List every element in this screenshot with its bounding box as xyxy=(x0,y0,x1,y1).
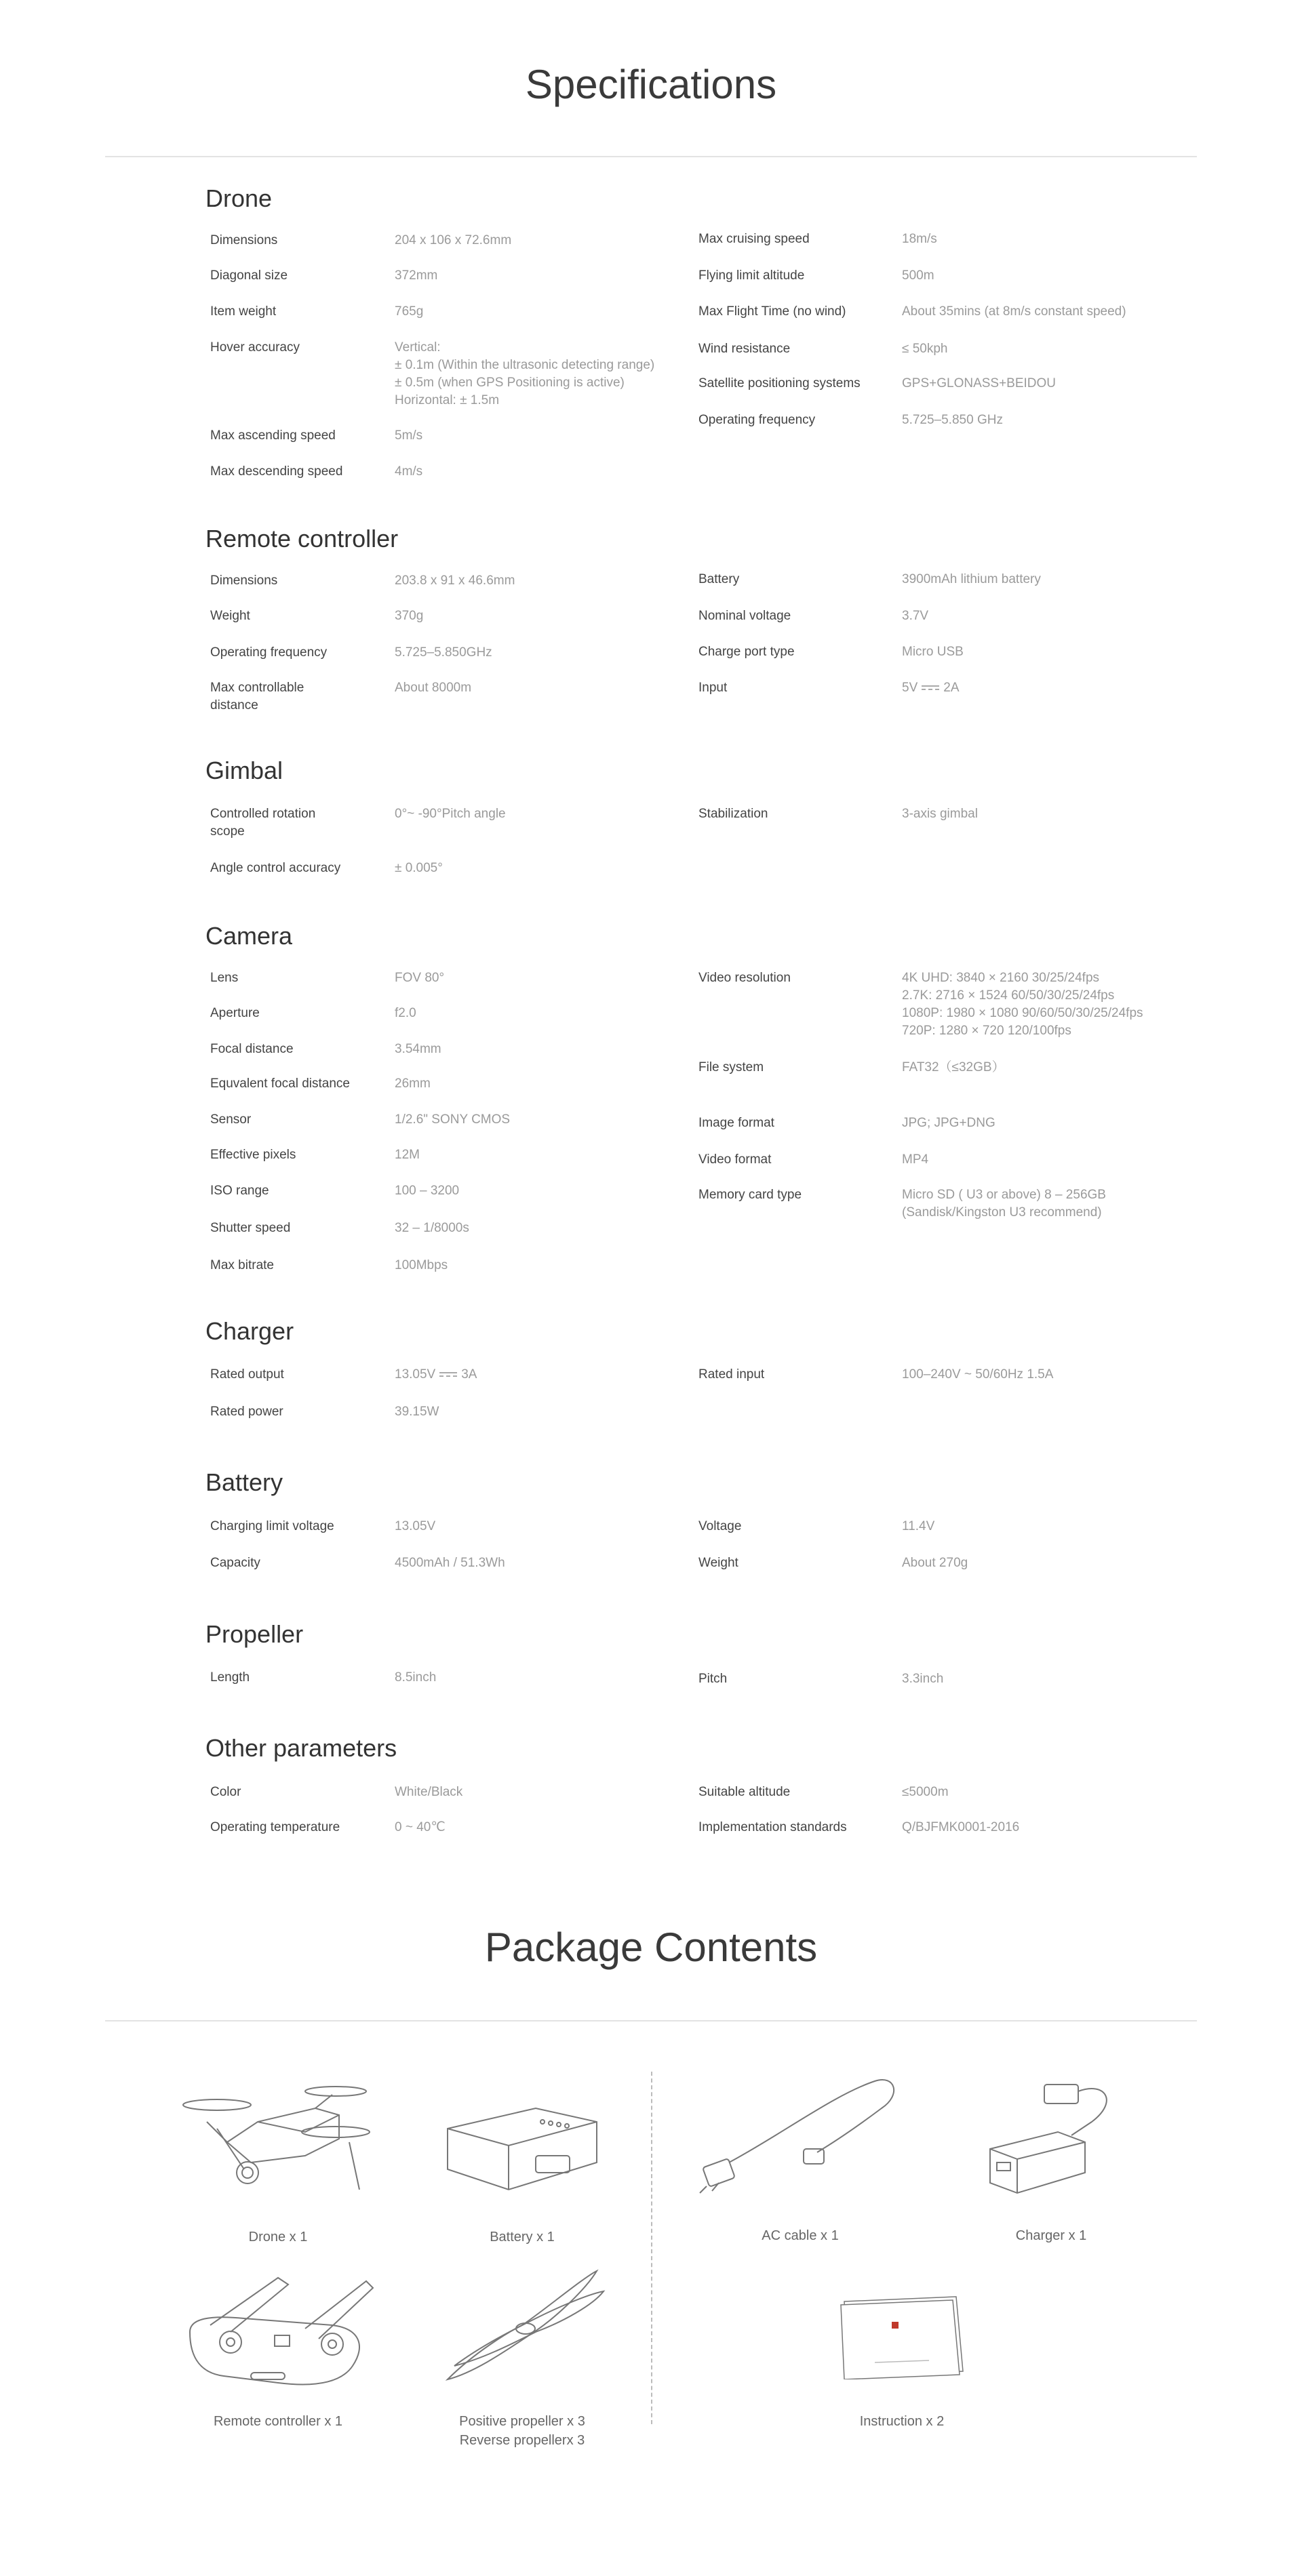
section-title: Camera xyxy=(205,922,293,950)
spec-label: Memory card type xyxy=(698,1188,802,1202)
spec-value: f2.0 xyxy=(395,1006,416,1020)
spec-label: Focal distance xyxy=(210,1042,294,1056)
spec-value: ≤5000m xyxy=(902,1785,949,1799)
spec-label: Controlled rotation scope xyxy=(210,807,316,839)
section-title: Gimbal xyxy=(205,757,283,784)
spec-value: GPS+GLONASS+BEIDOU xyxy=(902,376,1057,390)
spec-value: 39.15W xyxy=(395,1405,439,1419)
spec-value: Micro USB xyxy=(902,645,964,659)
spec-value: 500m xyxy=(902,268,934,283)
spec-label: Max descending speed xyxy=(210,464,343,479)
spec-value: Micro SD ( U3 or above) 8 – 256GB (Sandisk/Kingston U3 recommend) xyxy=(902,1188,1106,1220)
dc-symbol-icon xyxy=(922,685,939,691)
spec-value: 3.7V xyxy=(902,609,929,623)
spec-value: FOV 80° xyxy=(395,971,445,985)
spec-value: 3900mAh lithium battery xyxy=(902,572,1041,586)
instruction-manual-icon xyxy=(834,2291,970,2379)
spec-label: Weight xyxy=(698,1556,738,1570)
spec-value: White/Black xyxy=(395,1785,463,1799)
spec-label: Effective pixels xyxy=(210,1148,296,1162)
package-caption: Drone x 1 xyxy=(248,2230,308,2245)
package-caption: Positive propeller x 3 Reverse propellerx 3 xyxy=(459,2414,585,2448)
spec-label: Image format xyxy=(698,1116,774,1130)
spec-label: File system xyxy=(698,1060,764,1074)
spec-value: 3.3inch xyxy=(902,1672,944,1686)
spec-label: Video format xyxy=(698,1152,772,1167)
spec-value: 203.8 x 91 x 46.6mm xyxy=(395,573,515,588)
spec-value: 0 ~ 40℃ xyxy=(395,1820,446,1834)
spec-value: 11.4V xyxy=(902,1519,935,1533)
spec-label: Weight xyxy=(210,609,250,623)
spec-label: Shutter speed xyxy=(210,1221,291,1235)
spec-value: 5m/s xyxy=(395,428,423,443)
package-column-divider xyxy=(651,2072,652,2424)
spec-value: 765g xyxy=(395,304,424,319)
output-voltage: 13.05V xyxy=(395,1367,436,1382)
spec-value: 26mm xyxy=(395,1076,431,1091)
spec-label: Rated power xyxy=(210,1405,283,1419)
spec-label: Voltage xyxy=(698,1519,742,1533)
spec-label: Equvalent focal distance xyxy=(210,1076,350,1091)
spec-label: Hover accuracy xyxy=(210,340,300,355)
spec-label: Max bitrate xyxy=(210,1258,274,1272)
spec-value: FAT32（≤32GB） xyxy=(902,1060,1005,1074)
dc-symbol-icon xyxy=(439,1371,457,1377)
spec-value: About 35mins (at 8m/s constant speed) xyxy=(902,304,1126,319)
spec-value: 12M xyxy=(395,1148,420,1162)
page-title: Specifications xyxy=(525,62,777,107)
section-title: Other parameters xyxy=(205,1734,397,1762)
section-title: Drone xyxy=(205,184,273,212)
spec-label: Satellite positioning systems xyxy=(698,376,861,390)
spec-label: Max controllable distance xyxy=(210,681,304,712)
package-divider xyxy=(105,2020,1197,2021)
spec-value: 32 – 1/8000s xyxy=(395,1221,469,1235)
drone-icon xyxy=(170,2068,387,2203)
battery-icon xyxy=(434,2081,610,2203)
spec-value: 5.725–5.850GHz xyxy=(395,645,492,660)
spec-label: Rated output xyxy=(210,1367,284,1382)
spec-value: Vertical: ± 0.1m (Within the ultrasonic detecting range) ± 0.5m (when GPS Positioning is active) Horizontal: ± 1.5m xyxy=(395,340,655,407)
spec-label: Operating frequency xyxy=(698,413,816,427)
spec-label: Dimensions xyxy=(210,573,278,588)
spec-value: 4K UHD: 3840 × 2160 30/25/24fps 2.7K: 2716 × 1524 60/50/30/25/24fps 1080P: 1980 × 1080 90/60/50/30/25/24fps 720P: 1280 × 720 120/100fps xyxy=(902,971,1143,1038)
spec-label: Implementation standards xyxy=(698,1820,847,1834)
spec-label: Color xyxy=(210,1785,241,1799)
package-item-drone xyxy=(170,2068,387,2244)
spec-value: 100Mbps xyxy=(395,1258,448,1272)
spec-label: Max Flight Time (no wind) xyxy=(698,304,846,319)
title-divider xyxy=(105,156,1197,157)
spec-label: Angle control accuracy xyxy=(210,861,341,875)
spec-value: About 270g xyxy=(902,1556,968,1570)
spec-value: 370g xyxy=(395,609,424,623)
spec-label: Charge port type xyxy=(698,645,795,659)
spec-value: MP4 xyxy=(902,1152,929,1167)
spec-label: Charging limit voltage xyxy=(210,1519,334,1533)
spec-label: Capacity xyxy=(210,1556,260,1570)
package-caption: Remote controller x 1 xyxy=(213,2414,343,2429)
spec-value: 5.725–5.850 GHz xyxy=(902,413,1003,427)
spec-label: Stabilization xyxy=(698,807,768,821)
spec-value: ± 0.005° xyxy=(395,861,443,875)
propeller-icon xyxy=(434,2264,610,2386)
package-caption: Instruction x 2 xyxy=(859,2414,945,2429)
ac-cable-icon xyxy=(698,2074,902,2196)
spec-label: Operating temperature xyxy=(210,1820,340,1834)
spec-label: Flying limit altitude xyxy=(698,268,805,283)
spec-value: 0°~ -90°Pitch angle xyxy=(395,807,506,821)
spec-value: 372mm xyxy=(395,268,438,283)
spec-label: Diagonal size xyxy=(210,268,288,283)
spec-label: Nominal voltage xyxy=(698,609,791,623)
spec-value xyxy=(902,679,1214,697)
spec-label: Sensor xyxy=(210,1112,252,1127)
spec-label: Max ascending speed xyxy=(210,428,336,443)
spec-value: 100–240V ~ 50/60Hz 1.5A xyxy=(902,1367,1054,1382)
package-item-battery xyxy=(427,2074,617,2244)
spec-label: Item weight xyxy=(210,304,277,319)
spec-label: Lens xyxy=(210,971,239,985)
spec-value: 4m/s xyxy=(395,464,423,479)
remote-controller-icon xyxy=(170,2264,387,2400)
spec-label: Pitch xyxy=(698,1672,728,1686)
spec-value: 18m/s xyxy=(902,232,937,246)
spec-value: Q/BJFMK0001-2016 xyxy=(902,1820,1020,1834)
package-item-ac-cable xyxy=(698,2074,902,2244)
input-voltage: 5V xyxy=(902,681,918,695)
spec-label: Dimensions xyxy=(210,233,278,247)
output-current: 3A xyxy=(461,1367,477,1382)
package-item-remote-controller xyxy=(170,2264,387,2440)
spec-label: Aperture xyxy=(210,1006,260,1020)
section-title: Remote controller xyxy=(205,525,399,552)
spec-value: ≤ 50kph xyxy=(902,342,948,356)
spec-label: Wind resistance xyxy=(698,342,791,356)
spec-value: 4500mAh / 51.3Wh xyxy=(395,1556,505,1570)
spec-value: 1/2.6" SONY CMOS xyxy=(395,1112,511,1127)
section-title: Propeller xyxy=(205,1620,304,1648)
spec-value xyxy=(395,1366,707,1384)
charger-icon xyxy=(976,2074,1139,2196)
spec-value: 204 x 106 x 72.6mm xyxy=(395,233,512,247)
spec-value: 3-axis gimbal xyxy=(902,807,978,821)
package-item-instruction xyxy=(800,2291,1004,2454)
spec-label: ISO range xyxy=(210,1184,269,1198)
package-caption: Charger x 1 xyxy=(1015,2228,1087,2243)
spec-label: Battery xyxy=(698,572,740,586)
package-title: Package Contents xyxy=(484,1925,818,1970)
package-item-charger xyxy=(949,2074,1153,2244)
section-title: Battery xyxy=(205,1468,283,1496)
spec-value: 100 – 3200 xyxy=(395,1184,460,1198)
spec-label: Operating frequency xyxy=(210,645,328,660)
spec-label: Video resolution xyxy=(698,971,791,985)
section-title: Charger xyxy=(205,1317,294,1345)
spec-label: Input xyxy=(698,681,728,695)
spec-label: Length xyxy=(210,1670,250,1685)
spec-label: Suitable altitude xyxy=(698,1785,791,1799)
package-item-propellers xyxy=(420,2264,624,2454)
spec-value: 13.05V xyxy=(395,1519,436,1533)
spec-label: Max cruising speed xyxy=(698,232,810,246)
spec-value: About 8000m xyxy=(395,681,472,695)
package-caption: AC cable x 1 xyxy=(762,2228,839,2243)
package-caption: Battery x 1 xyxy=(490,2230,555,2245)
spec-value: JPG; JPG+DNG xyxy=(902,1116,995,1130)
spec-value: 3.54mm xyxy=(395,1042,441,1056)
input-current: 2A xyxy=(943,681,960,695)
spec-label: Rated input xyxy=(698,1367,765,1382)
spec-value: 8.5inch xyxy=(395,1670,437,1685)
